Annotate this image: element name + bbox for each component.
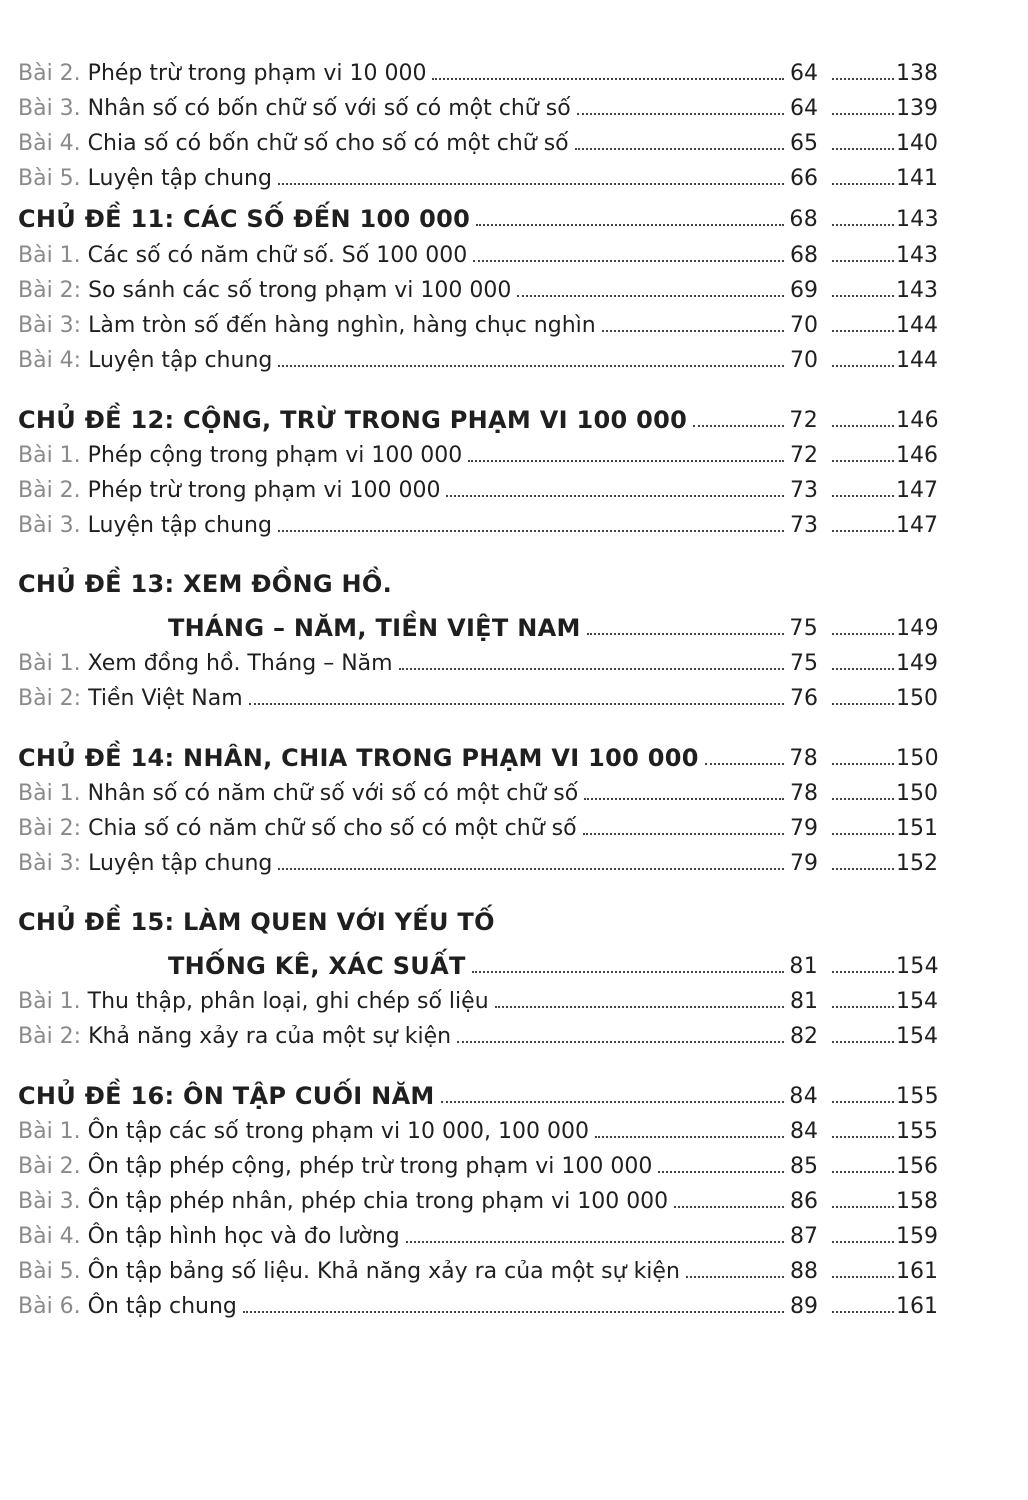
page-number-answer: 150 [896,685,938,711]
dot-leader [693,425,784,427]
dot-leader [832,1311,894,1313]
lesson-title: Ôn tập bảng số liệu. Khả năng xảy ra của một sự kiện [87,1258,680,1284]
page-number-answer: 139 [896,95,938,121]
lesson-label: Bài 1. [18,988,81,1014]
toc-entry [18,776,938,810]
page-number-answer: 152 [896,850,938,876]
page-number-student: 76 [790,685,818,711]
dot-leader [832,1171,894,1173]
dot-leader [674,1206,784,1208]
lesson-title: Ôn tập hình học và đo lường [87,1223,400,1249]
dot-leader [832,295,894,297]
dot-leader [832,1006,894,1008]
lesson-title: Phép trừ trong phạm vi 10 000 [87,60,427,86]
toc-entry [18,984,938,1018]
page-number-student: 75 [790,650,818,676]
toc-entry [18,91,938,125]
page-number-answer: 155 [896,1083,939,1109]
dot-leader [278,530,784,532]
toc-chapter [18,567,938,601]
toc-entry [18,846,938,880]
dot-leader [832,633,894,635]
dot-leader [832,148,894,150]
chapter-title: CHỦ ĐỀ 13: XEM ĐỒNG HỒ. [18,570,393,598]
lesson-title: Thu thập, phân loại, ghi chép số liệu [87,988,489,1014]
toc-chapter [18,202,938,236]
dot-leader [832,1276,894,1278]
toc-entry [18,273,938,307]
lesson-label: Bài 1. [18,650,81,676]
lesson-label: Bài 3: [18,850,82,876]
dot-leader [584,798,784,800]
page-number-student: 84 [789,1083,818,1109]
dot-leader [243,1311,784,1313]
page-number-student: 78 [790,780,818,806]
toc-entry [18,646,938,680]
page-number-student: 75 [789,615,818,641]
toc-entry [18,161,938,195]
toc-chapter [18,905,938,939]
lesson-label: Bài 3. [18,95,81,121]
lesson-title: Tiền Việt Nam [88,685,243,711]
page-number-student: 65 [790,130,818,156]
dot-leader [832,763,894,765]
page-number-student: 70 [790,312,818,338]
chapter-title: CHỦ ĐỀ 15: LÀM QUEN VỚI YẾU TỐ [18,908,495,936]
lesson-label: Bài 3. [18,1188,81,1214]
lesson-title: Làm tròn số đến hàng nghìn, hàng chục nghìn [88,312,596,338]
page-number-answer: 154 [896,1023,938,1049]
page-number-answer: 156 [896,1153,938,1179]
page-number-student: 68 [789,206,818,232]
lesson-title: Nhân số có năm chữ số với số có một chữ số [87,780,579,806]
lesson-label: Bài 1. [18,242,81,268]
dot-leader [832,183,894,185]
page-number-student: 81 [790,988,818,1014]
toc-entry [18,238,938,272]
page-number-answer: 147 [896,477,938,503]
dot-leader [446,495,784,497]
page-number-answer: 149 [896,615,939,641]
toc-entry [18,1289,938,1323]
lesson-label: Bài 4: [18,347,82,373]
dot-leader [441,1101,784,1103]
dot-leader [832,868,894,870]
dot-leader [832,703,894,705]
dot-leader [832,425,894,427]
dot-leader [473,260,784,262]
dot-leader [832,1206,894,1208]
page-number-answer: 147 [896,512,938,538]
page-number-student: 70 [790,347,818,373]
dot-leader [399,668,784,670]
lesson-title: Xem đồng hồ. Tháng – Năm [87,650,393,676]
lesson-title: Ôn tập phép nhân, phép chia trong phạm vi 100 000 [87,1188,669,1214]
toc-entry [18,811,938,845]
dot-leader [686,1276,784,1278]
toc-entry [18,1219,938,1253]
lesson-label: Bài 6. [18,1293,81,1319]
toc-entry [18,438,938,472]
page-number-answer: 144 [896,347,938,373]
page-number-student: 79 [790,850,818,876]
chapter-title-continued: THÁNG – NĂM, TIỀN VIỆT NAM [168,614,581,642]
page-number-student: 73 [790,512,818,538]
dot-leader [832,78,894,80]
dot-leader [587,633,784,635]
toc-entry [18,508,938,542]
page-number-answer: 161 [896,1293,938,1319]
dot-leader [832,833,894,835]
toc-entry [18,1184,938,1218]
toc-entry [18,1254,938,1288]
lesson-title: Luyện tập chung [87,165,272,191]
page-number-student: 69 [790,277,818,303]
toc-entry [18,1114,938,1148]
dot-leader [832,530,894,532]
dot-leader [406,1241,784,1243]
page-number-student: 87 [790,1223,818,1249]
dot-leader [517,295,784,297]
dot-leader [432,78,784,80]
toc-entry [18,343,938,377]
page-number-student: 64 [790,60,818,86]
dot-leader [577,113,784,115]
page-number-answer: 150 [896,780,938,806]
page-number-answer: 154 [896,988,938,1014]
dot-leader [832,495,894,497]
toc-chapter-continued [18,949,938,983]
dot-leader [832,798,894,800]
page-number-student: 86 [790,1188,818,1214]
page-number-answer: 149 [896,650,938,676]
dot-leader [658,1171,784,1173]
lesson-title: Ôn tập phép cộng, phép trừ trong phạm vi 100 000 [87,1153,653,1179]
dot-leader [832,365,894,367]
toc-entry [18,1149,938,1183]
page-number-student: 85 [790,1153,818,1179]
page-number-answer: 155 [896,1118,938,1144]
dot-leader [249,703,784,705]
chapter-title-continued: THỐNG KÊ, XÁC SUẤT [168,952,466,980]
lesson-title: Luyện tập chung [88,347,273,373]
lesson-label: Bài 2. [18,477,81,503]
page-number-student: 89 [790,1293,818,1319]
page-number-answer: 161 [896,1258,938,1284]
dot-leader [495,1006,784,1008]
toc-chapter [18,403,938,437]
toc-entry [18,681,938,715]
dot-leader [832,1241,894,1243]
dot-leader [832,224,894,226]
lesson-title: Luyện tập chung [87,512,272,538]
dot-leader [468,460,784,462]
dot-leader [472,971,784,973]
page-number-student: 82 [790,1023,818,1049]
lesson-title: Chia số có năm chữ số cho số có một chữ số [88,815,577,841]
page-number-answer: 140 [896,130,938,156]
page-number-student: 68 [790,242,818,268]
lesson-label: Bài 4. [18,130,81,156]
chapter-title: CHỦ ĐỀ 12: CỘNG, TRỪ TRONG PHẠM VI 100 000 [18,406,688,434]
dot-leader [832,330,894,332]
lesson-label: Bài 2: [18,815,82,841]
page-number-student: 78 [789,745,818,771]
page-number-answer: 150 [896,745,939,771]
page-number-answer: 141 [896,165,938,191]
page-number-answer: 143 [896,242,938,268]
page-number-student: 84 [790,1118,818,1144]
toc-entry [18,308,938,342]
lesson-label: Bài 2: [18,685,82,711]
dot-leader [278,365,784,367]
lesson-label: Bài 3. [18,512,81,538]
dot-leader [832,1041,894,1043]
dot-leader [278,868,784,870]
dot-leader [278,183,784,185]
toc-entry [18,126,938,160]
dot-leader [457,1041,784,1043]
page-number-student: 72 [789,407,818,433]
page-number-answer: 158 [896,1188,938,1214]
lesson-label: Bài 5. [18,165,81,191]
toc-chapter [18,741,938,775]
dot-leader [583,833,784,835]
lesson-title: Luyện tập chung [88,850,273,876]
lesson-title: Ôn tập các số trong phạm vi 10 000, 100 000 [87,1118,589,1144]
lesson-label: Bài 1. [18,442,81,468]
toc-entry [18,473,938,507]
lesson-title: Nhân số có bốn chữ số với số có một chữ số [87,95,571,121]
dot-leader [832,113,894,115]
lesson-title: Khả năng xảy ra của một sự kiện [88,1023,452,1049]
dot-leader [832,1101,894,1103]
page-number-answer: 143 [896,206,939,232]
toc-chapter [18,1079,938,1113]
chapter-title: CHỦ ĐỀ 11: CÁC SỐ ĐẾN 100 000 [18,205,471,233]
toc-chapter-continued [18,611,938,645]
toc-entry [18,56,938,90]
lesson-label: Bài 2: [18,1023,82,1049]
chapter-title: CHỦ ĐỀ 14: NHÂN, CHIA TRONG PHẠM VI 100 000 [18,744,699,772]
dot-leader [832,971,894,973]
dot-leader [832,260,894,262]
lesson-label: Bài 1. [18,1118,81,1144]
dot-leader [705,763,784,765]
lesson-label: Bài 2. [18,1153,81,1179]
page-number-student: 88 [790,1258,818,1284]
lesson-title: Phép cộng trong phạm vi 100 000 [87,442,463,468]
dot-leader [602,330,784,332]
lesson-title: Phép trừ trong phạm vi 100 000 [87,477,441,503]
page-number-answer: 143 [896,277,938,303]
lesson-title: Các số có năm chữ số. Số 100 000 [87,242,468,268]
page-number-answer: 144 [896,312,938,338]
lesson-title: So sánh các số trong phạm vi 100 000 [88,277,512,303]
page-number-answer: 138 [896,60,938,86]
lesson-label: Bài 2. [18,60,81,86]
page-number-student: 66 [790,165,818,191]
toc-entry [18,1019,938,1053]
lesson-title: Ôn tập chung [87,1293,237,1319]
lesson-label: Bài 5. [18,1258,81,1284]
page-number-answer: 146 [896,407,939,433]
lesson-label: Bài 1. [18,780,81,806]
page-number-answer: 151 [896,815,938,841]
dot-leader [832,460,894,462]
lesson-label: Bài 3: [18,312,82,338]
lesson-label: Bài 4. [18,1223,81,1249]
dot-leader [832,1136,894,1138]
lesson-title: Chia số có bốn chữ số cho số có một chữ số [87,130,569,156]
page-number-answer: 159 [896,1223,938,1249]
dot-leader [832,668,894,670]
page-number-student: 81 [789,953,818,979]
page-number-student: 79 [790,815,818,841]
dot-leader [595,1136,784,1138]
lesson-label: Bài 2: [18,277,82,303]
page-number-answer: 154 [896,953,939,979]
page-number-student: 72 [790,442,818,468]
page-number-answer: 146 [896,442,938,468]
dot-leader [575,148,784,150]
chapter-title: CHỦ ĐỀ 16: ÔN TẬP CUỐI NĂM [18,1082,435,1110]
page-number-student: 73 [790,477,818,503]
dot-leader [476,224,784,226]
page-number-student: 64 [790,95,818,121]
